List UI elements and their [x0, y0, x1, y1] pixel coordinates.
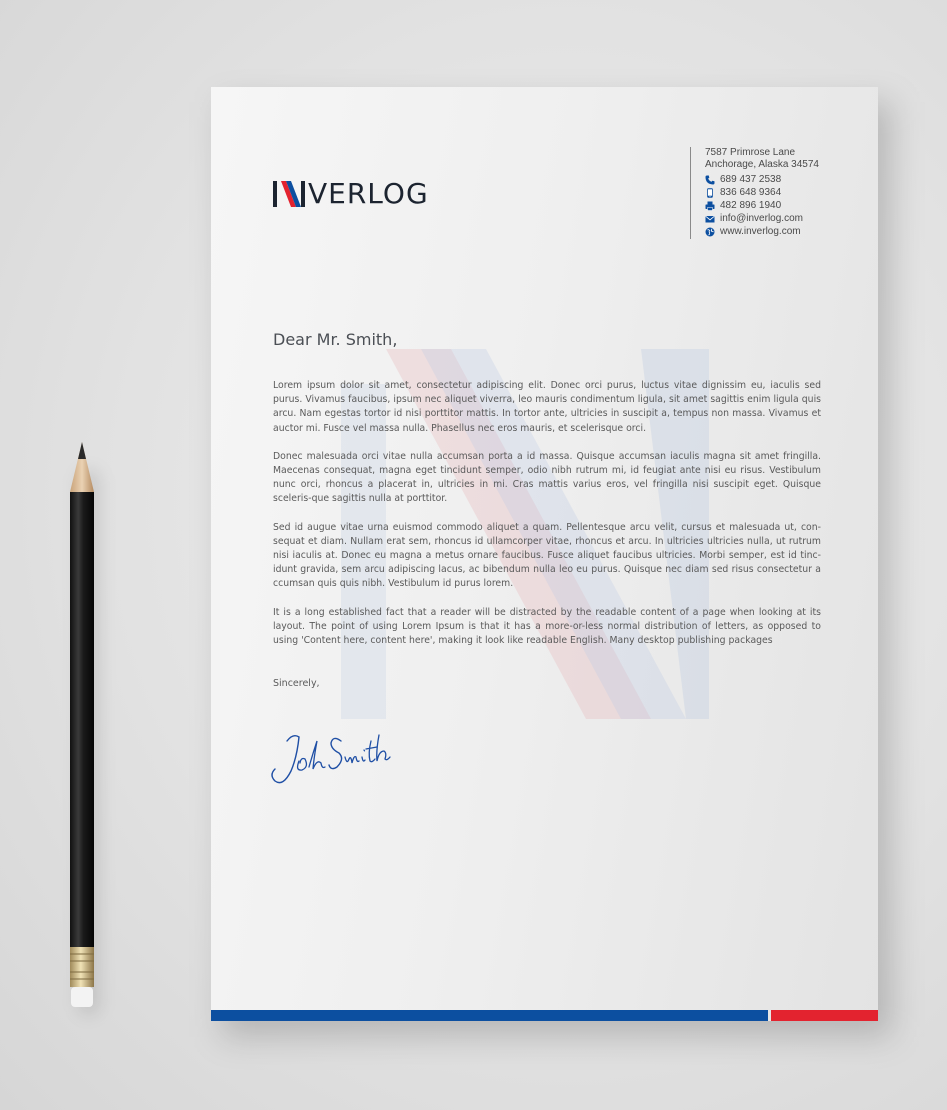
footer-bar-blue — [211, 1010, 768, 1021]
logo-mark-icon — [273, 181, 307, 207]
contact-website[interactable] — [705, 225, 819, 238]
pencil — [69, 442, 95, 1008]
contact-phone — [705, 173, 819, 186]
mobile-number: 836 648 9364 — [720, 187, 782, 198]
letter-paragraph: It is a long established fact that a reader will be distracted by the readable content of a page when looking at its layout. The point of using Lorem Ipsum is that it has a more-or-less normal distribution of letters, as opposed to using 'Content here, content here', making it look like readable English. Many desktop publishing packages — [273, 606, 821, 647]
fax-number: 482 896 1940 — [720, 200, 782, 211]
globe-icon — [705, 227, 715, 237]
handwritten-signature — [269, 727, 394, 789]
contact-divider — [690, 147, 691, 239]
letter-closing: Sincerely, — [273, 678, 320, 689]
company-name: VERLOG — [308, 177, 429, 210]
pencil-icon — [69, 442, 95, 1008]
letter-paragraph: Lorem ipsum dolor sit amet, consectetur adipiscing elit. Donec orci purus, luctus vitae dignissim eu, iaculis sed purus. Vivamus faucibus, ipsum nec aliquet viverra, leo mauris condimentum ligula, sit amet sagittis enim ligula quis arcu. Nam egestas tortor id nisi porttitor mattis. In tortor ante, ultricies in suscipit a, tempus non massa. Vivamus et auctor mi. Fusce vel massa nulla. Phasellus nec eros mauris, et scelerisque orci. — [273, 380, 821, 434]
fax-icon — [705, 201, 715, 211]
letter-body — [273, 379, 821, 662]
website-url[interactable]: www.inverlog.com — [720, 226, 801, 237]
address-line-2: Anchorage, Alaska 34574 — [705, 158, 819, 170]
letter-paragraph: Donec malesuada orci vitae nulla accumsan porta a id massa. Quisque accumsan iaculis magna sit amet fringilla. Maecenas consequat, magna eget tincidunt semper, odio nibh rutrum mi, id feugiat ante nisi eu risus. Vestibulum nunc orci, rhoncus a placerat in, ultricies in mi. Cras mattis varius eros, vel fringilla nisi suscipit eget. Quisque sceleris-que sagittis nulla at porttitor. — [273, 450, 821, 505]
email-address[interactable]: info@inverlog.com — [720, 213, 803, 224]
contact-email[interactable] — [705, 212, 819, 225]
phone-number: 689 437 2538 — [720, 174, 782, 185]
contact-mobile — [705, 186, 819, 199]
contact-fax — [705, 199, 819, 212]
letterhead-page — [211, 87, 878, 1021]
letter-paragraph: Sed id augue vitae urna euismod commodo aliquet a quam. Pellentesque arcu velit, cursus et malesuada ut, con-sequat et diam. Nullam erat sem, rhoncus id ullamcorper vitae, rhoncus et arcu. In ultricies ultricies nulla, ut rutrum nisi iaculis at. Donec eu magna a metus ornare faucibus. Fusce aliquet faucibus ultricies. Morbi semper, est id tinc-idunt gravida, sem arcu adipiscing lacus, ac bibendum nulla leo eu purus. Quisque nec diam sed risus consectetur a ccumsan quis quis nibh. Vestibulum id purus lorem. — [273, 521, 821, 590]
mobile-icon — [705, 188, 715, 198]
contact-block — [705, 147, 819, 238]
company-logo — [273, 179, 429, 209]
footer-bar-red — [771, 1010, 878, 1021]
phone-icon — [705, 175, 715, 185]
letter-greeting: Dear Mr. Smith, — [273, 330, 398, 349]
address-line-1: 7587 Primrose Lane — [705, 147, 796, 158]
email-icon — [705, 214, 715, 224]
